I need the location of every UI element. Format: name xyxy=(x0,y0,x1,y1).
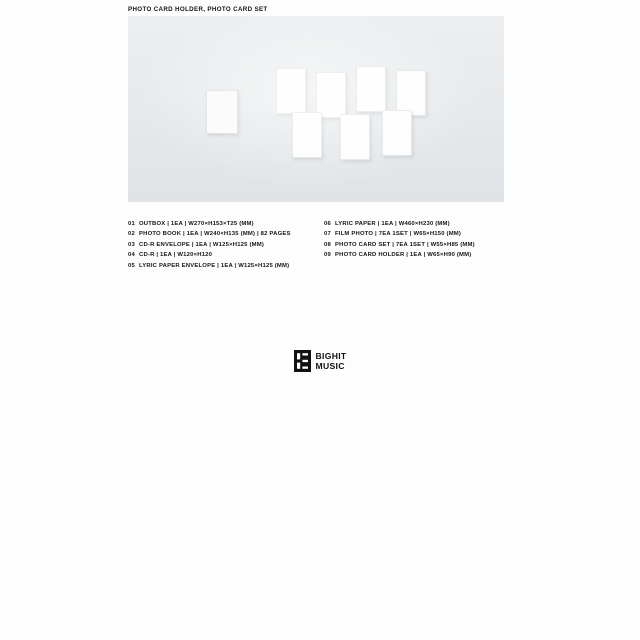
spec-text: CD-R | 1EA | W120×H120 xyxy=(139,252,213,259)
photo-card-top-3 xyxy=(356,66,386,112)
photo-card-holder xyxy=(206,90,238,134)
spec-number: 05 xyxy=(128,262,135,269)
spec-item xyxy=(324,250,475,260)
product-image-panel xyxy=(128,16,504,202)
spec-number: 01 xyxy=(128,221,135,227)
spec-number: 04 xyxy=(128,252,135,259)
spec-text: CD-R ENVELOPE | 1EA | W125×H125 (MM) xyxy=(139,241,265,248)
photo-card-bottom-2 xyxy=(340,114,370,160)
spec-item xyxy=(128,219,291,229)
photo-card-top-1 xyxy=(276,68,306,114)
spec-text: PHOTO CARD HOLDER | 1EA | W65×H90 (MM) xyxy=(335,252,472,259)
spec-number: 08 xyxy=(324,241,331,248)
spec-item xyxy=(128,250,291,260)
spec-item xyxy=(128,261,291,271)
logo-wordmark xyxy=(316,351,347,371)
spec-text: OUTBOX | 1EA | W270×H153×T25 (MM) xyxy=(139,221,254,227)
spec-text: PHOTO CARD SET | 7EA 1SET | W55×H85 (MM) xyxy=(335,241,475,248)
spec-column-right xyxy=(324,219,475,261)
spec-text: PHOTO BOOK | 1EA | W240×H135 (MM) | 82 PAGES xyxy=(139,231,291,238)
spec-item xyxy=(324,219,475,229)
spec-number: 07 xyxy=(324,231,331,238)
spec-number: 02 xyxy=(128,231,135,238)
spec-text: FILM PHOTO | 7EA 1SET | W65×H150 (MM) xyxy=(335,231,462,238)
spec-column-left xyxy=(128,219,291,271)
spec-item xyxy=(128,240,291,250)
photo-card-bottom-3 xyxy=(382,110,412,156)
spec-text: LYRIC PAPER ENVELOPE | 1EA | W125×H125 (MM) xyxy=(139,262,290,269)
spec-item xyxy=(324,240,475,250)
logo-line-1: BIGHIT xyxy=(315,351,347,361)
logo-lockup xyxy=(294,350,347,372)
spec-number: 06 xyxy=(324,221,331,227)
page-title: PHOTO CARD HOLDER, PHOTO CARD SET xyxy=(128,6,268,13)
logo-line-2: MUSIC xyxy=(315,361,345,371)
spec-number: 09 xyxy=(324,252,331,259)
spec-text: LYRIC PAPER | 1EA | W460×H230 (MM) xyxy=(335,221,450,227)
spec-item xyxy=(128,229,291,239)
bighit-music-logo-icon xyxy=(294,350,311,372)
spec-number: 03 xyxy=(128,241,135,248)
brand-logo xyxy=(0,350,640,372)
spec-item xyxy=(324,229,475,239)
photo-card-bottom-1 xyxy=(292,112,322,158)
